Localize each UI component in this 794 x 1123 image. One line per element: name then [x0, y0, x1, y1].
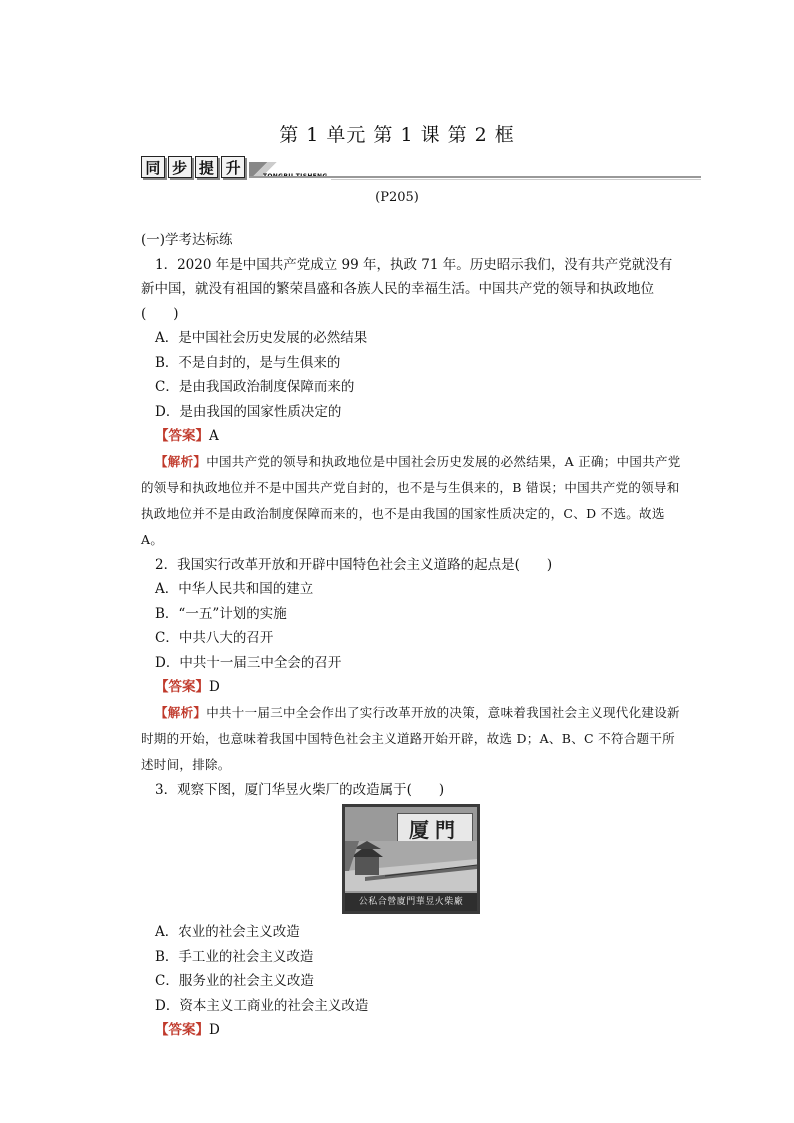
answer-tag: 【答案】 — [155, 1022, 209, 1038]
question-3-option-b: B．手工业的社会主义改造 — [155, 948, 314, 965]
question-2-option-c: C．中共八大的召开 — [155, 630, 274, 646]
question-2-option-a: A．中华人民共和国的建立 — [155, 581, 314, 597]
banner-rule — [249, 176, 701, 178]
question-1-option-d: D．是由我国的国家性质决定的 — [155, 403, 342, 420]
banner-char: 提 — [195, 156, 219, 178]
question-3-option-c: C．服务业的社会主义改造 — [155, 973, 314, 989]
answer-tag: 【答案】 — [155, 679, 209, 695]
document-body — [141, 228, 681, 1043]
answer-tag: 【答案】 — [155, 428, 209, 444]
banner-char: 同 — [141, 156, 165, 178]
image-top-text: 厦門 — [397, 813, 473, 843]
image-caption-text: 公私合營廈門華昱火柴廠 — [345, 893, 477, 911]
pavilion-bridge-illustration — [345, 841, 477, 891]
question-2-stem: 2．我国实行改革开放和开辟中国特色社会主义道路的起点是( ) — [155, 556, 553, 573]
banner-rule-thin — [331, 179, 701, 180]
banner-title-box — [141, 156, 248, 178]
question-1-option-b: B．不是自封的，是与生俱来的 — [155, 354, 341, 371]
explanation-tag: 【解析】 — [155, 453, 207, 469]
question-1-answer — [141, 424, 681, 449]
page-reference: (P205) — [375, 190, 419, 205]
answer-value: D — [209, 679, 220, 695]
question-1-explanation — [141, 449, 681, 553]
explanation-tag: 【解析】 — [155, 704, 207, 720]
matchbox-label-image — [342, 804, 480, 914]
question-2-option-b: B．“一五”计划的实施 — [155, 605, 287, 622]
banner-char: 升 — [221, 156, 245, 178]
question-1-option-a: A．是中国社会历史发展的必然结果 — [155, 330, 368, 346]
question-3-answer — [141, 1018, 681, 1043]
question-3-option-a: A．农业的社会主义改造 — [155, 924, 300, 940]
question-3-stem: 3．观察下图，厦门华昱火柴厂的改造属于( ) — [155, 781, 445, 798]
question-2-option-d: D．中共十一届三中全会的召开 — [155, 654, 342, 671]
banner-char: 步 — [168, 156, 192, 178]
explanation-text: 中国共产党的领导和执政地位是中国社会历史发展的必然结果，A 正确；中国共产党的领导和执政地位并不是中国共产党自封的，也不是与生俱来的，B 错误；中国共产党的领导和执政地位并不是由政治制度保障而来的，也不是由我国的国家性质决定的，C、D 不选。故选 A。 — [141, 453, 681, 547]
question-2-answer — [141, 675, 681, 700]
question-1-option-c: C．是由我国政治制度保障而来的 — [155, 379, 355, 395]
explanation-text: 中共十一届三中全会作出了实行改革开放的决策，意味着我国社会主义现代化建设新时期的开始，也意味着我国中国特色社会主义道路开始开辟，故选 D；A、B、C 不符合题干所述时间，排除。 — [141, 704, 680, 772]
section-title: (一)学考达标练 — [141, 232, 233, 248]
section-banner — [141, 156, 701, 182]
question-1-stem: 1．2020 年是中国共产党成立 99 年，执政 71 年。历史昭示我们，没有共产党就没有新中国，就没有祖国的繁荣昌盛和各族人民的幸福生活。中国共产党的领导和执政地位( ) — [141, 256, 673, 322]
question-2-explanation — [141, 700, 681, 778]
answer-value: D — [209, 1022, 220, 1038]
answer-value: A — [209, 428, 219, 444]
page-title: 第 1 单元 第 1 课 第 2 框 — [279, 124, 515, 146]
question-3-option-d: D．资本主义工商业的社会主义改造 — [155, 997, 369, 1014]
